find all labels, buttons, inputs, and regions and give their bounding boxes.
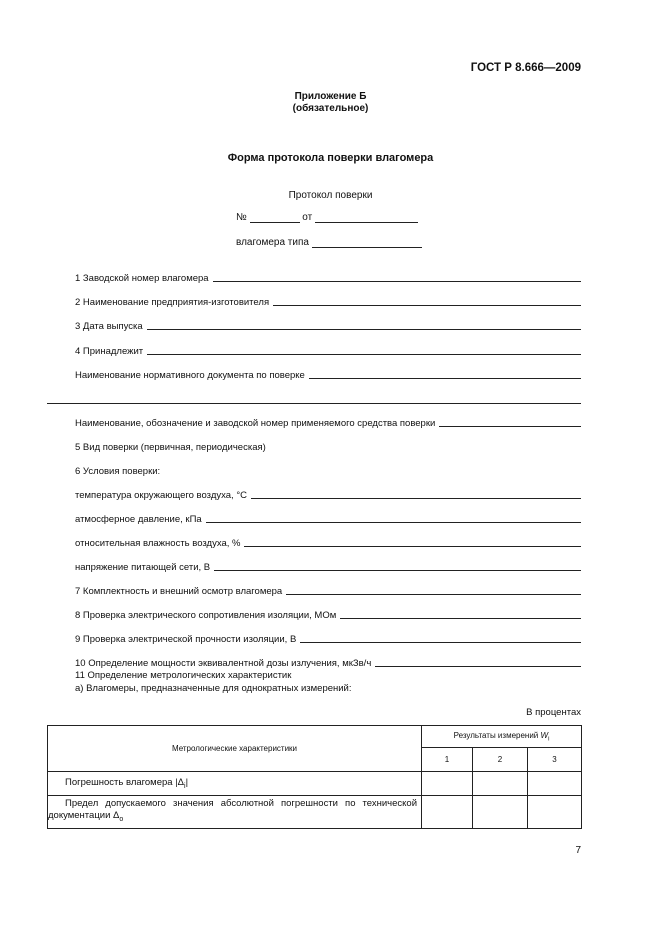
row-label-subscript: о: [119, 815, 124, 823]
field-label: 7 Комплектность и внешний осмотр влагомера: [75, 586, 283, 597]
col-header-text: Метрологические характеристики: [171, 744, 298, 753]
field-label: Наименование, обозначение и заводской номер применяемого средства поверки: [75, 418, 436, 429]
field-label: 11 Определение метрологических характеристик: [75, 670, 292, 681]
field-blank[interactable]: [251, 497, 581, 499]
field-blank[interactable]: [147, 353, 581, 355]
type-line: [236, 237, 422, 248]
field-blank[interactable]: [206, 521, 581, 523]
field-blank[interactable]: [214, 569, 581, 571]
field-label: атмосферное давление, кПа: [75, 514, 202, 525]
number-label: №: [236, 212, 247, 223]
cell-result-2[interactable]: [473, 772, 528, 796]
field-conditions: [75, 466, 160, 477]
field-label: напряжение питающей сети, В: [75, 562, 211, 573]
results-header-text: Результаты измерений: [453, 730, 539, 740]
field-blank[interactable]: [300, 641, 581, 643]
row-label-text: Погрешность влагомера |Δ: [65, 777, 185, 789]
field-label: Наименование нормативного документа по поверке: [75, 370, 305, 381]
field-metrological: [75, 670, 291, 681]
row-label-error: [48, 772, 422, 796]
row-label-text: Предел допускаемого значения абсолютной погрешности по технической документации Δ: [48, 798, 417, 821]
results-table: [47, 725, 582, 829]
date-blank[interactable]: [315, 222, 418, 223]
field-humidity: [75, 538, 581, 549]
field-label: 3 Дата выпуска: [75, 321, 143, 332]
protocol-number-line: [236, 212, 418, 223]
page-number: 7: [575, 845, 581, 856]
table-row: [48, 796, 582, 829]
field-verification-means: [75, 418, 581, 429]
row-label-tail: |: [185, 777, 189, 789]
field-pressure: [75, 514, 581, 525]
field-label: 8 Проверка электрического сопротивления изоляции, МОм: [75, 610, 337, 621]
results-subscript: i: [548, 736, 550, 743]
number-blank[interactable]: [250, 222, 300, 223]
field-label: 6 Условия поверки:: [75, 466, 161, 477]
cell-limit-1[interactable]: [422, 796, 473, 829]
field-insulation-resistance: [75, 610, 581, 621]
field-single-measurement: [75, 683, 352, 694]
results-symbol: W: [540, 730, 549, 740]
field-label: 5 Вид поверки (первичная, периодическая): [75, 442, 266, 453]
field-label: 10 Определение мощности эквивалентной дозы излучения, мкЗв/ч: [75, 658, 372, 669]
row-label-subscript: i: [184, 782, 186, 790]
col-header-characteristics: [48, 726, 422, 772]
field-label: температура окружающего воздуха, °С: [75, 490, 247, 501]
field-label: относительная влажность воздуха, %: [75, 538, 241, 549]
field-label: 1 Заводской номер влагомера: [75, 273, 209, 284]
appendix-subtitle: (обязательное): [292, 103, 369, 114]
cell-result-3[interactable]: [528, 772, 582, 796]
standard-number: ГОСТ Р 8.666—2009: [470, 62, 581, 74]
cell-result-1[interactable]: [422, 772, 473, 796]
col-header-2: 2: [473, 748, 528, 772]
field-label: 9 Проверка электрической прочности изоляции, В: [75, 634, 297, 645]
col-header-1: 1: [422, 748, 473, 772]
field-label: а) Влагомеры, предназначенные для однократных измерений:: [75, 683, 352, 694]
field-blank[interactable]: [273, 304, 581, 306]
field-temperature: [75, 490, 581, 501]
field-blank[interactable]: [244, 545, 581, 547]
from-label: от: [302, 212, 313, 223]
field-label: 2 Наименование предприятия-изготовителя: [75, 297, 270, 308]
field-radiation-dose: [75, 658, 581, 669]
field-manufacturer: [75, 297, 581, 308]
field-normative-doc: [75, 370, 581, 381]
col-header-3: 3: [528, 748, 582, 772]
field-blank[interactable]: [439, 425, 581, 427]
field-blank[interactable]: [147, 328, 581, 330]
full-width-rule[interactable]: [47, 403, 581, 404]
appendix-title: Приложение Б: [294, 91, 367, 102]
cell-limit-2[interactable]: [473, 796, 528, 829]
units-note: В процентах: [526, 707, 581, 718]
type-blank[interactable]: [312, 247, 422, 248]
field-completeness: [75, 586, 581, 597]
field-blank[interactable]: [286, 593, 581, 595]
field-blank[interactable]: [213, 280, 581, 282]
col-header-results: [422, 726, 582, 748]
field-label: 4 Принадлежит: [75, 346, 144, 357]
type-label: влагомера типа: [236, 237, 309, 248]
field-owner: [75, 346, 581, 357]
field-verification-type: [75, 442, 266, 453]
field-serial-number: [75, 273, 581, 284]
protocol-title: Протокол поверки: [288, 190, 373, 201]
table-row: [48, 772, 582, 796]
cell-limit-3[interactable]: [528, 796, 582, 829]
field-release-date: [75, 321, 581, 332]
row-label-limit: [48, 796, 422, 829]
form-title: Форма протокола поверки влагомера: [227, 152, 434, 164]
field-blank[interactable]: [340, 617, 581, 619]
field-insulation-strength: [75, 634, 581, 645]
field-blank[interactable]: [309, 377, 581, 379]
field-voltage: [75, 562, 581, 573]
field-blank[interactable]: [375, 665, 581, 667]
